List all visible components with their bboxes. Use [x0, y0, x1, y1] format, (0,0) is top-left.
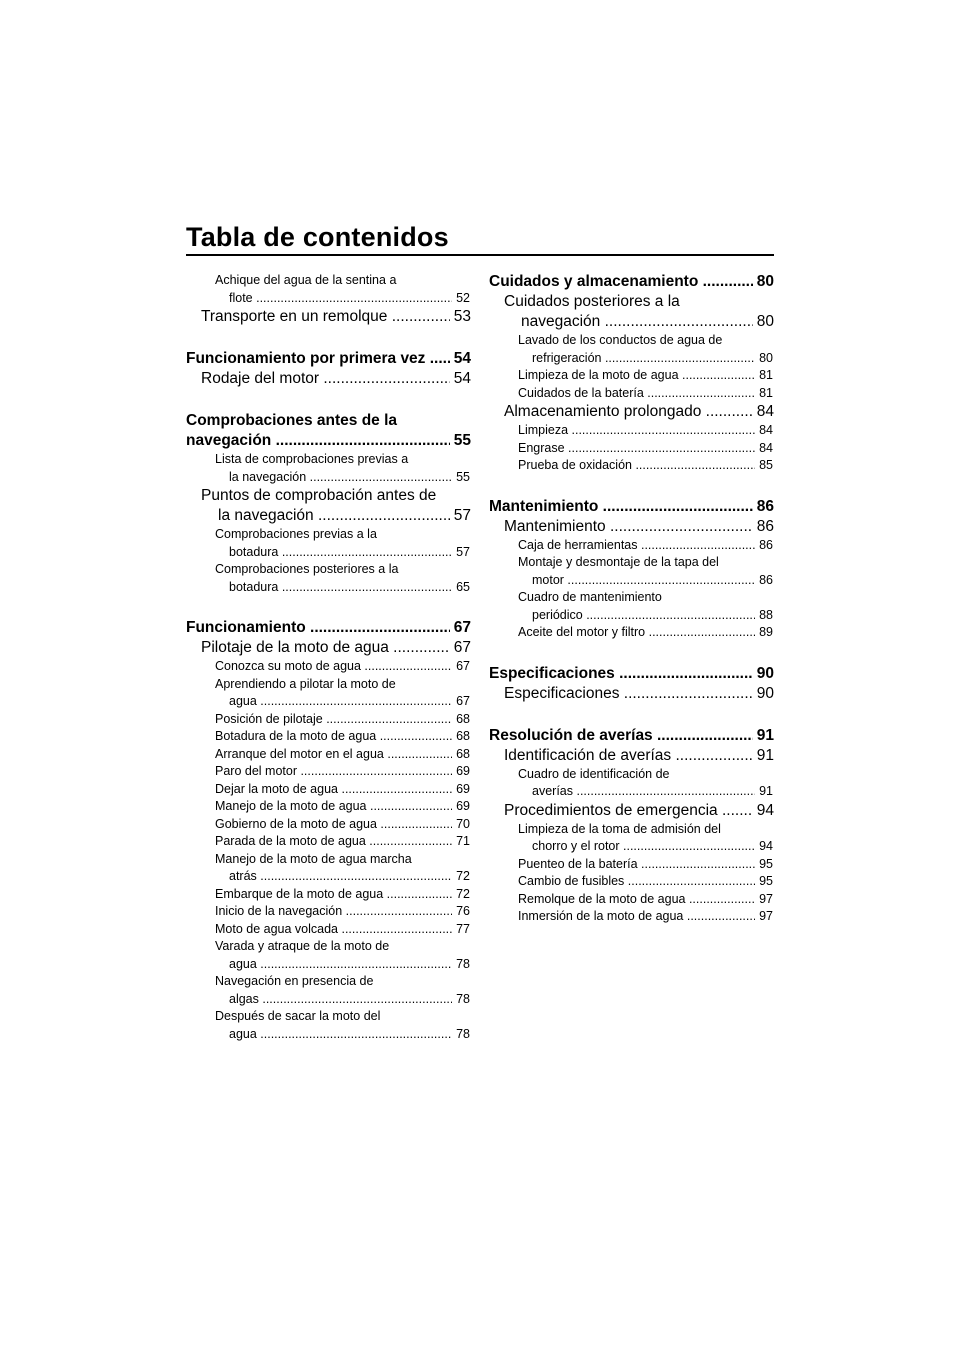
- toc-entry-text: Navegación en presencia de: [215, 974, 374, 988]
- toc-page-number: 78: [456, 1026, 470, 1041]
- toc-column-left: [186, 272, 471, 1043]
- toc-page-number: 91: [759, 784, 773, 798]
- toc-entry-text: Cuidados y almacenamiento .....: [489, 272, 753, 292]
- toc-entry-text: Rodaje del motor .....: [201, 369, 450, 389]
- toc-entry-text: Comprobaciones antes de la: [186, 412, 398, 429]
- toc-entry-level-2[interactable]: [186, 638, 471, 658]
- toc-entry-text: Gobierno de la moto de agua .....: [215, 816, 452, 834]
- toc-entry-text: Cuadro de mantenimiento: [518, 590, 662, 604]
- toc-entry-text: Remolque de la moto de agua .....: [518, 891, 755, 909]
- toc-entry-text: Moto de agua volcada .....: [215, 921, 452, 939]
- toc-page-number: 72: [456, 886, 470, 901]
- toc-entry-level-3[interactable]: [489, 385, 774, 403]
- toc-entry-level-2[interactable]: [489, 684, 774, 704]
- toc-entry-level-2[interactable]: [186, 369, 471, 389]
- toc-entry-level-2[interactable]: [489, 517, 774, 537]
- toc-page-number: 68: [456, 729, 470, 743]
- toc-page-number: 95: [759, 856, 773, 871]
- toc-entry-level-2[interactable]: [489, 801, 774, 821]
- toc-page-number: 53: [453, 308, 471, 325]
- toc-entry-text: Lista de comprobaciones previas a: [215, 452, 409, 466]
- toc-page-number: 80: [756, 273, 774, 290]
- toc-entry-level-3[interactable]: [186, 851, 471, 886]
- toc-entry-level-1[interactable]: [489, 664, 774, 684]
- toc-page-number: 84: [759, 423, 773, 437]
- toc-page-number: 80: [756, 313, 774, 330]
- toc-entry-level-3[interactable]: [489, 457, 774, 475]
- toc-page-number: 80: [759, 350, 773, 365]
- toc-entry-level-1[interactable]: [489, 726, 774, 746]
- toc-entry-text: refrigeración .....: [532, 350, 755, 368]
- toc-entry-level-2[interactable]: [186, 307, 471, 327]
- toc-entry-text: agua .....: [229, 1026, 452, 1044]
- toc-entry-text: Limpieza de la toma de admisión del: [518, 821, 721, 836]
- toc-entry-level-3[interactable]: [186, 938, 471, 973]
- toc-entry-text: Mantenimiento .....: [489, 497, 753, 517]
- section-gap: [186, 389, 471, 411]
- toc-page-number: 52: [456, 290, 470, 305]
- page-title: Tabla de contenidos: [186, 222, 449, 252]
- toc-entry-text: Paro del motor .....: [215, 763, 452, 781]
- toc-page-number: 68: [456, 746, 470, 761]
- toc-entry-text: Dejar la moto de agua .....: [215, 781, 452, 799]
- toc-entry-text: Aprendiendo a pilotar la moto de: [215, 676, 396, 691]
- toc-entry-text: Almacenamiento prolongado .....: [504, 402, 753, 422]
- toc-page-number: 55: [456, 469, 470, 484]
- toc-entry-level-3[interactable]: [489, 367, 774, 385]
- toc-entry-text: agua .....: [229, 693, 452, 711]
- toc-entry-text: navegación .....: [186, 431, 450, 451]
- toc-entry-text: botadura .....: [229, 579, 452, 597]
- toc-entry-level-3[interactable]: [186, 728, 471, 746]
- toc-entry-level-3[interactable]: [489, 856, 774, 874]
- toc-entry-text: atrás .....: [229, 868, 452, 886]
- toc-page-number: 55: [453, 432, 471, 449]
- toc-entry-text: Cuadro de identificación de: [518, 766, 670, 781]
- toc-page-number: 81: [759, 385, 773, 400]
- toc-page-number: 86: [759, 537, 773, 552]
- toc-entry-level-3[interactable]: [186, 781, 471, 799]
- toc-entry-level-3[interactable]: [186, 921, 471, 939]
- toc-entry-level-3[interactable]: [186, 886, 471, 904]
- toc-entry-text: motor .....: [532, 572, 755, 590]
- toc-entry-text: Funcionamiento por primera vez .....: [186, 349, 450, 369]
- toc-entry-text: Puenteo de la batería .....: [518, 856, 755, 874]
- toc-entry-text: Engrase .....: [518, 440, 755, 458]
- toc-page-number: 78: [456, 991, 470, 1006]
- toc-entry-text: Parada de la moto de agua .....: [215, 833, 452, 851]
- toc-page-number: 86: [759, 572, 773, 587]
- toc-entry-text: Transporte en un remolque .....: [201, 307, 450, 327]
- toc-entry-text: Pilotaje de la moto de agua .....: [201, 638, 450, 658]
- toc-entry-level-3[interactable]: [489, 624, 774, 642]
- toc-page-number: 57: [456, 544, 470, 559]
- toc-entry-text: Prueba de oxidación .....: [518, 457, 755, 475]
- toc-entry-text: Especificaciones .....: [504, 684, 753, 704]
- toc-entry-text: Comprobaciones posteriores a la: [215, 562, 399, 576]
- section-gap: [489, 642, 774, 664]
- toc-page-number: 65: [456, 579, 470, 594]
- toc-entry-text: Funcionamiento .....: [186, 618, 450, 638]
- toc-entry-text: Identificación de averías .....: [504, 746, 753, 766]
- toc-page-number: 54: [453, 370, 471, 387]
- toc-page-number: 67: [453, 639, 471, 656]
- toc-page-number: 77: [456, 921, 470, 936]
- toc-entry-level-3[interactable]: [186, 272, 471, 307]
- toc-entry-text: Posición de pilotaje .....: [215, 711, 452, 729]
- toc-entry-text: Cambio de fusibles .....: [518, 873, 755, 891]
- toc-entry-text: Achique del agua de la sentina a: [215, 273, 397, 287]
- toc-page-number: 90: [756, 664, 774, 682]
- toc-entry-text: la navegación .....: [229, 469, 452, 487]
- toc-page-number: 71: [456, 834, 470, 848]
- toc-entry-level-3[interactable]: [489, 422, 774, 440]
- toc-entry-level-3[interactable]: [186, 746, 471, 764]
- toc-page-number: 57: [453, 507, 471, 524]
- toc-entry-level-1[interactable]: [489, 497, 774, 517]
- toc-entry-text: Montaje y desmontaje de la tapa del: [518, 555, 719, 569]
- toc-entry-text: Arranque del motor en el agua .....: [215, 746, 452, 764]
- toc-entry-text: navegación .....: [521, 312, 753, 332]
- toc-page-number: 84: [756, 403, 774, 420]
- title-rule: [186, 254, 774, 256]
- toc-entry-level-1[interactable]: [186, 411, 471, 451]
- toc-entry-text: la navegación .....: [218, 506, 450, 526]
- toc-entry-text: Varada y atraque de la moto de: [215, 939, 390, 953]
- toc-entry-text: agua .....: [229, 956, 452, 974]
- toc-page-number: 88: [759, 607, 773, 622]
- toc-page-number: 67: [453, 619, 471, 636]
- toc-page-number: 86: [756, 497, 774, 515]
- toc-entry-text: Después de sacar la moto del: [215, 1009, 381, 1023]
- section-gap: [489, 704, 774, 726]
- toc-entry-level-3[interactable]: [186, 763, 471, 781]
- toc-entry-level-2[interactable]: [489, 292, 774, 332]
- toc-page-number: 67: [456, 694, 470, 708]
- toc-entry-text: periódico .....: [532, 607, 755, 625]
- toc-entry-text: Comprobaciones previas a la: [215, 527, 377, 541]
- toc-entry-level-3[interactable]: [489, 440, 774, 458]
- section-gap: [186, 327, 471, 349]
- toc-page-number: 81: [759, 368, 773, 382]
- toc-entry-text: Embarque de la moto de agua .....: [215, 886, 452, 904]
- toc-entry-level-3[interactable]: [489, 332, 774, 367]
- toc-entry-level-3[interactable]: [489, 891, 774, 909]
- toc-page-number: 90: [756, 684, 774, 702]
- toc-entry-level-3[interactable]: [489, 537, 774, 555]
- toc-page-number: 89: [759, 625, 773, 639]
- toc-entry-text: Mantenimiento .....: [504, 517, 753, 537]
- toc-entry-level-3[interactable]: [489, 554, 774, 589]
- toc-entry-level-1[interactable]: [186, 349, 471, 369]
- toc-entry-level-3[interactable]: [186, 658, 471, 676]
- toc-column-right: [489, 272, 774, 926]
- toc-entry-text: Aceite del motor y filtro .....: [518, 624, 755, 642]
- toc-entry-text: Lavado de los conductos de agua de: [518, 333, 723, 347]
- toc-entry-text: Caja de herramientas .....: [518, 537, 755, 555]
- toc-entry-text: botadura .....: [229, 544, 452, 562]
- toc-page-number: 78: [456, 956, 470, 971]
- toc-entry-level-2[interactable]: [489, 402, 774, 422]
- toc-entry-level-3[interactable]: [186, 711, 471, 729]
- toc-entry-level-3[interactable]: [186, 903, 471, 921]
- toc-page-number: 91: [756, 726, 774, 744]
- toc-entry-level-3[interactable]: [186, 833, 471, 851]
- toc-entry-text: Conozca su moto de agua .....: [215, 658, 452, 676]
- toc-page-number: 97: [759, 891, 773, 906]
- toc-entry-level-3[interactable]: [186, 526, 471, 561]
- toc-page-number: 67: [456, 659, 470, 673]
- toc-entry-text: Manejo de la moto de agua .....: [215, 798, 452, 816]
- toc-entry-text: chorro y el rotor .....: [532, 838, 755, 856]
- toc-page-number: 91: [756, 746, 774, 764]
- toc-entry-level-3[interactable]: [489, 589, 774, 624]
- toc-entry-text: Resolución de averías .....: [489, 726, 753, 746]
- section-gap: [186, 596, 471, 618]
- toc-page-number: 68: [456, 711, 470, 726]
- toc-entry-text: Manejo de la moto de agua marcha: [215, 851, 412, 866]
- toc-page-number: 86: [756, 517, 774, 535]
- toc-page-number: 94: [756, 801, 774, 819]
- toc-entry-text: algas .....: [229, 991, 452, 1009]
- toc-entry-text: Inicio de la navegación .....: [215, 903, 452, 921]
- toc-page-number: 95: [759, 874, 773, 888]
- toc-page-number: 97: [759, 909, 773, 923]
- toc-page-number: 69: [456, 764, 470, 778]
- toc-entry-text: Limpieza .....: [518, 422, 755, 440]
- toc-entry-level-3[interactable]: [186, 676, 471, 711]
- toc-entry-text: Cuidados posteriores a la: [504, 293, 680, 310]
- toc-entry-text: Botadura de la moto de agua .....: [215, 728, 452, 746]
- toc-page-number: 94: [759, 839, 773, 853]
- toc-entry-level-1[interactable]: [186, 618, 471, 638]
- toc-entry-level-2[interactable]: [489, 746, 774, 766]
- toc-entry-text: flote .....: [229, 290, 452, 308]
- toc-page-number: 84: [759, 440, 773, 455]
- toc-entry-text: Puntos de comprobación antes de: [201, 487, 437, 504]
- toc-entry-level-3[interactable]: [489, 873, 774, 891]
- toc-entry-text: Especificaciones .....: [489, 664, 753, 684]
- toc-entry-level-3[interactable]: [186, 451, 471, 486]
- toc-page-number: 69: [456, 799, 470, 813]
- toc-page-number: 70: [456, 816, 470, 831]
- toc-entry-text: Cuidados de la batería .....: [518, 385, 755, 403]
- toc-entry-level-3[interactable]: [186, 798, 471, 816]
- toc-entry-level-2[interactable]: [186, 486, 471, 526]
- toc-entry-text: Inmersión de la moto de agua .....: [518, 908, 755, 926]
- toc-entry-level-3[interactable]: [186, 816, 471, 834]
- toc-page-number: 76: [456, 904, 470, 918]
- toc-page-number: 54: [453, 350, 471, 367]
- toc-page-number: 72: [456, 869, 470, 883]
- toc-entry-level-3[interactable]: [186, 973, 471, 1008]
- section-gap: [489, 475, 774, 497]
- toc-entry-level-3[interactable]: [186, 1008, 471, 1043]
- toc-entry-text: Limpieza de la moto de agua .....: [518, 367, 755, 385]
- toc-page-number: 69: [456, 781, 470, 796]
- toc-entry-level-3[interactable]: [186, 561, 471, 596]
- toc-entry-level-1[interactable]: [489, 272, 774, 292]
- toc-entry-level-3[interactable]: [489, 766, 774, 801]
- toc-entry-level-3[interactable]: [489, 908, 774, 926]
- toc-page-number: 85: [759, 458, 773, 472]
- toc-entry-level-3[interactable]: [489, 821, 774, 856]
- toc-entry-text: Procedimientos de emergencia .....: [504, 801, 753, 821]
- toc-entry-text: averías .....: [532, 783, 755, 801]
